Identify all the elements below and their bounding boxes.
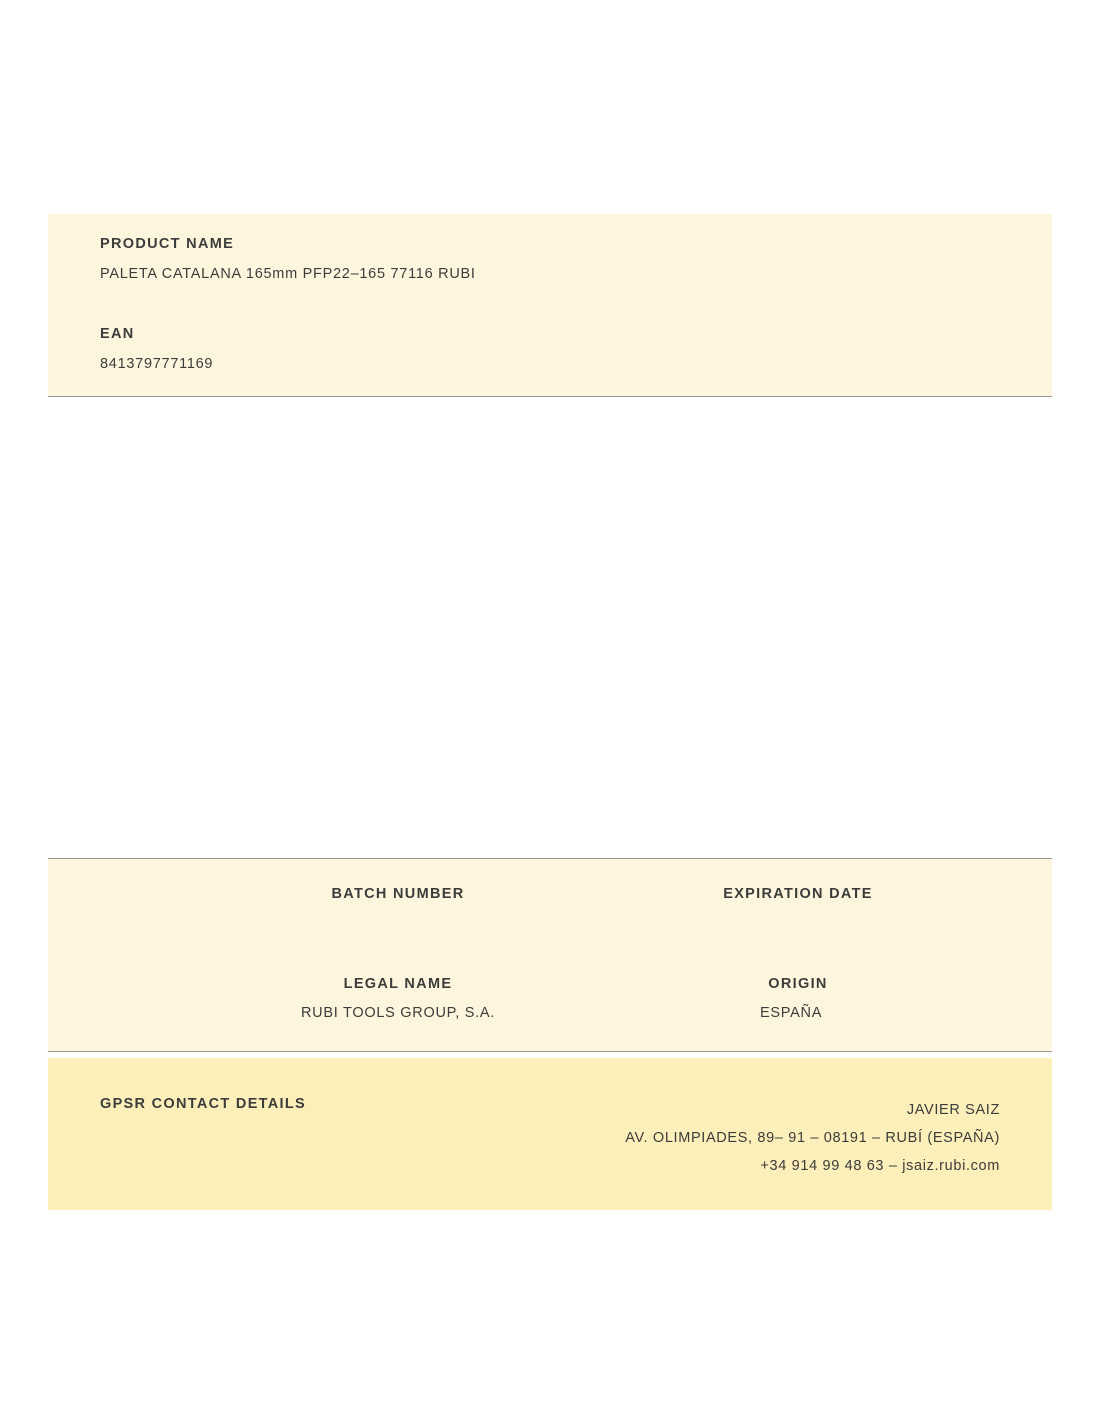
legal-name-label: LEGAL NAME xyxy=(343,976,453,992)
gpsr-contact-phone-email: +34 914 99 48 63 – jsaiz.rubi.com xyxy=(760,1158,1000,1174)
gpsr-contact-panel xyxy=(48,1058,1052,1210)
batch-number-label: BATCH NUMBER xyxy=(331,886,465,902)
ean-label: EAN xyxy=(100,326,135,342)
origin-value: ESPAÑA xyxy=(760,1005,823,1021)
expiration-date-label: EXPIRATION DATE xyxy=(723,886,873,902)
product-name-value: PALETA CATALANA 165mm PFP22–165 77116 RUBI xyxy=(100,266,476,282)
gpsr-contact-lines xyxy=(625,1096,1000,1180)
ean-value: 8413797771169 xyxy=(100,356,214,372)
gpsr-contact-title: GPSR CONTACT DETAILS xyxy=(100,1096,307,1112)
gpsr-contact-address: AV. OLIMPIADES, 89– 91 – 08191 – RUBÍ (ESPAÑA) xyxy=(625,1130,1000,1146)
product-info-panel xyxy=(48,214,1052,397)
batch-legal-panel xyxy=(48,858,1052,1052)
legal-name-value: RUBI TOOLS GROUP, S.A. xyxy=(300,1005,496,1021)
gpsr-contact-name: JAVIER SAIZ xyxy=(906,1102,1000,1118)
origin-label: ORIGIN xyxy=(768,976,828,992)
product-name-label: PRODUCT NAME xyxy=(100,236,235,252)
